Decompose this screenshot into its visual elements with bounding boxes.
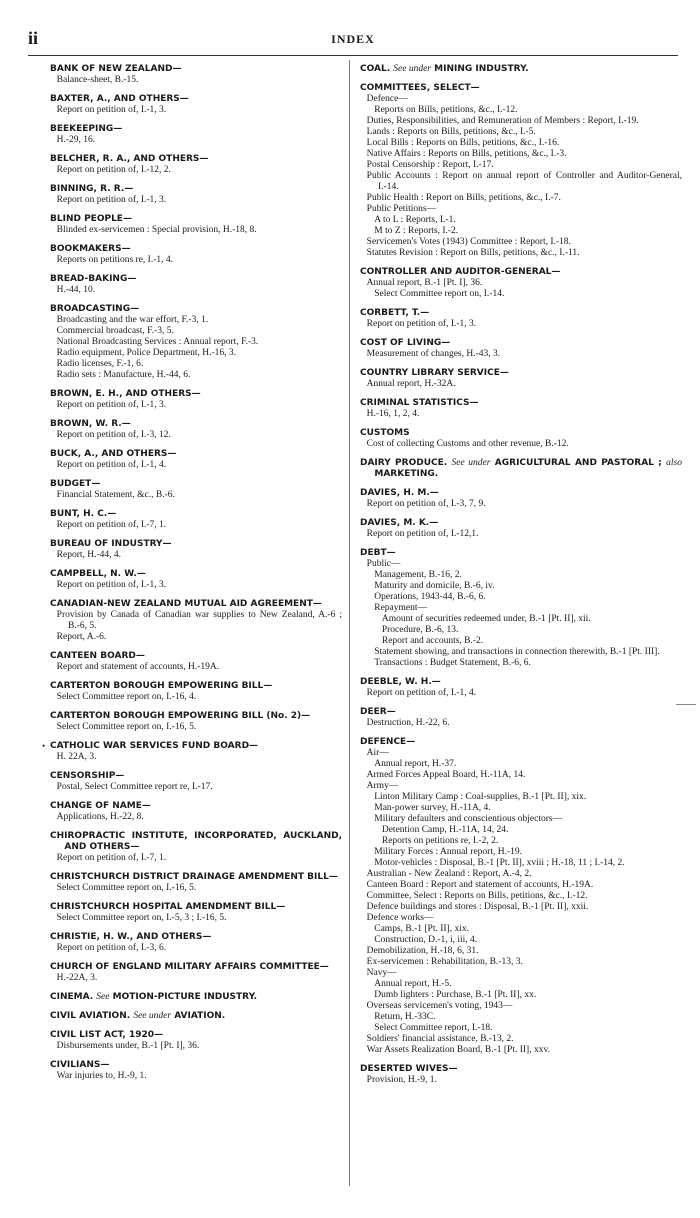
index-subentry: War Assets Realization Board, B.-1 [Pt. II], xxv.	[366, 1045, 550, 1055]
index-heading-text: CIVIL LIST ACT, 1920—	[50, 1030, 164, 1040]
index-subentry: Report, H.-44, 4.	[56, 550, 122, 560]
index-entry	[50, 771, 342, 793]
index-subentry: Report, A.-6.	[56, 632, 107, 642]
index-heading-text: CHRISTCHURCH HOSPITAL AMENDMENT BILL—	[50, 902, 286, 912]
index-heading	[360, 398, 682, 409]
index-subentry: Select Committee report on, I.-16, 5.	[56, 722, 197, 732]
index-heading-text: DEER—	[360, 707, 396, 717]
index-entry	[50, 94, 342, 116]
see-reference-label: See under	[393, 64, 432, 74]
index-heading	[50, 902, 342, 913]
index-entry	[360, 64, 682, 75]
index-subentry: Report on petition of, I.-3, 12.	[56, 430, 171, 440]
index-entry	[50, 184, 342, 206]
index-heading	[50, 419, 342, 430]
header-rule	[28, 55, 678, 56]
index-subentry: H.-44, 10.	[56, 285, 96, 295]
index-heading-text: DEBT—	[360, 548, 396, 558]
index-subentry: Motor-vehicles : Disposal, B.-1 [Pt. II], xviii ; H.-18, 11 ; I.-14, 2.	[374, 858, 625, 868]
index-subentry: Defence—	[366, 94, 408, 104]
index-subentry: Defence works—	[366, 913, 434, 923]
index-entry	[50, 1030, 342, 1052]
index-heading	[50, 64, 342, 75]
index-heading-text: COUNTRY LIBRARY SERVICE—	[360, 368, 509, 378]
index-heading	[50, 711, 342, 722]
index-heading-text: BANK OF NEW ZEALAND—	[50, 64, 182, 74]
index-entry	[50, 244, 342, 266]
index-heading-text: CHANGE OF NAME—	[50, 801, 151, 811]
index-heading	[50, 801, 342, 812]
index-heading	[50, 1030, 342, 1041]
index-subentry: Local Bills : Reports on Bills, petitions, &c., I.-16.	[366, 138, 560, 148]
index-heading-text: CARTERTON BOROUGH EMPOWERING BILL (No. 2)—	[50, 711, 311, 721]
index-subentry: Select Committee report on, I.-5, 3 ; I.-16, 5.	[56, 913, 227, 923]
index-subentry: Native Affairs : Reports on Bills, petitions, &c., I.-3.	[366, 149, 567, 159]
index-heading	[50, 154, 342, 165]
index-subentry: Annual report, H.-32A.	[366, 379, 456, 389]
index-subentry: Reports on petitions re, I.-1, 4.	[56, 255, 174, 265]
index-subentry: H.-29, 16.	[56, 135, 96, 145]
index-subentry: Demobilization, H.-18, 6, 31.	[366, 946, 479, 956]
index-heading-text: BELCHER, R. A., AND OTHERS—	[50, 154, 209, 164]
index-heading	[50, 681, 342, 692]
index-subentry: Man-power survey, H.-11A, 4.	[374, 803, 491, 813]
index-subentry: Report on petition of, I.-3, 6.	[56, 943, 167, 953]
index-subentry: Annual report, H.-5.	[374, 979, 452, 989]
index-subentry: Annual report, H.-37.	[374, 759, 457, 769]
index-subentry: A to L : Reports, I.-1.	[374, 215, 456, 225]
index-entry	[50, 419, 342, 441]
index-entry	[50, 599, 342, 643]
index-subentry: National Broadcasting Services : Annual report, F.-3.	[56, 337, 259, 347]
index-subentry: Select Committee report on, I.-14.	[374, 289, 505, 299]
index-heading-text: BEEKEEPING—	[50, 124, 123, 134]
index-entry	[360, 338, 682, 360]
index-entry	[50, 64, 342, 86]
index-subentry: Statutes Revision : Report on Bills, petitions, &c., I.-11.	[366, 248, 580, 258]
see-reference-target: MINING INDUSTRY.	[434, 64, 529, 74]
index-subentry: Committee, Select : Reports on Bills, petitions, &c., I.-12.	[366, 891, 588, 901]
index-heading-text: CINEMA.	[50, 992, 94, 1002]
index-subentry: Report on petition of, I.-1, 3.	[56, 580, 167, 590]
index-heading	[50, 651, 342, 662]
index-heading-text: DESERTED WIVES—	[360, 1064, 458, 1074]
index-heading	[50, 539, 342, 550]
index-heading-text: BROADCASTING—	[50, 304, 140, 314]
index-subentry: Operations, 1943-44, B.-6, 6.	[374, 592, 486, 602]
index-subentry: Radio equipment, Police Department, H.-16, 3.	[56, 348, 237, 358]
index-heading	[50, 599, 342, 610]
index-subentry: Report on petition of, I.-12, 2.	[56, 165, 171, 175]
index-entry	[360, 677, 682, 699]
index-heading-text: BREAD-BAKING—	[50, 274, 137, 284]
index-subentry: Report on petition of, I.-1, 3.	[366, 319, 477, 329]
index-entry	[50, 389, 342, 411]
index-heading-text: BROWN, E. H., AND OTHERS—	[50, 389, 201, 399]
index-entry	[50, 651, 342, 673]
index-heading	[50, 184, 342, 195]
index-heading	[50, 124, 342, 135]
index-heading	[50, 479, 342, 490]
index-subentry: Postal Censorship : Report, I.-17.	[366, 160, 494, 170]
index-subentry: Report and accounts, B.-2.	[381, 636, 484, 646]
index-subentry: Management, B.-16, 2.	[374, 570, 462, 580]
index-subentry: Armed Forces Appeal Board, H.-11A, 14.	[366, 770, 526, 780]
index-subentry: Applications, H.-22, 8.	[56, 812, 144, 822]
index-entry	[50, 539, 342, 561]
index-entry	[50, 872, 342, 894]
index-entry	[360, 518, 682, 540]
index-heading	[360, 707, 682, 718]
index-heading	[50, 992, 342, 1003]
index-subentry: Reports on petitions re, I.-2, 2.	[381, 836, 499, 846]
index-heading-text: DAVIES, M. K.—	[360, 518, 439, 528]
index-heading-text: BROWN, W. R.—	[50, 419, 131, 429]
index-subentry: H.-22A, 3.	[56, 973, 98, 983]
index-heading-text: BINNING, R. R.—	[50, 184, 134, 194]
index-heading	[50, 962, 342, 973]
index-subentry: Transactions : Budget Statement, B.-6, 6.	[374, 658, 531, 668]
index-subentry: Detention Camp, H.-11A, 14, 24.	[381, 825, 509, 835]
index-subentry: H.-16, 1, 2, 4.	[366, 409, 420, 419]
index-subentry: Report on petition of, I.-1, 4.	[56, 460, 167, 470]
index-heading-text: BUDGET—	[50, 479, 101, 489]
index-heading	[360, 1064, 682, 1075]
index-heading-text: CRIMINAL STATISTICS—	[360, 398, 479, 408]
index-heading-text: BAXTER, A., AND OTHERS—	[50, 94, 189, 104]
index-entry	[50, 569, 342, 591]
index-subentry: Annual report, B.-1 [Pt. I], 36.	[366, 278, 483, 288]
index-entry	[50, 304, 342, 381]
index-subentry: Select Committee report on, I.-16, 4.	[56, 692, 197, 702]
see-reference-label: See under	[133, 1011, 172, 1021]
index-heading	[50, 569, 342, 580]
index-heading-text: CHURCH OF ENGLAND MILITARY AFFAIRS COMMITTEE—	[50, 962, 329, 972]
index-heading-text: CORBETT, T.—	[360, 308, 430, 318]
index-heading	[50, 389, 342, 400]
index-entry	[50, 154, 342, 176]
index-subentry: Australian - New Zealand : Report, A.-4, 2.	[366, 869, 532, 879]
index-heading	[50, 214, 342, 225]
index-entry	[50, 1060, 342, 1082]
index-heading	[360, 64, 682, 75]
index-entry	[50, 1011, 342, 1022]
index-subentry: Report on petition of, I.-1, 3.	[56, 400, 167, 410]
index-subentry: Public—	[366, 559, 401, 569]
index-entry	[360, 548, 682, 669]
page-title: INDEX	[331, 32, 375, 46]
column-divider	[349, 60, 350, 1186]
see-reference-target: AGRICULTURAL AND PASTORAL ;	[494, 458, 662, 468]
index-subentry: Air—	[366, 748, 389, 758]
index-subentry: Overseas servicemen's voting, 1943—	[366, 1001, 513, 1011]
see-also-label: also	[666, 458, 682, 468]
index-subentry: Cost of collecting Customs and other revenue, B.-12.	[366, 439, 569, 449]
index-subentry: Destruction, H.-22, 6.	[366, 718, 450, 728]
index-entry	[42, 741, 342, 763]
index-heading-text: COAL.	[360, 64, 391, 74]
index-entry	[360, 707, 682, 729]
index-heading	[50, 1060, 342, 1071]
index-entry	[50, 902, 342, 924]
index-heading-text: BOOKMAKERS—	[50, 244, 131, 254]
index-entry	[360, 737, 682, 1056]
index-entry	[50, 509, 342, 531]
index-entry	[360, 368, 682, 390]
index-entry	[360, 308, 682, 330]
index-entry	[360, 398, 682, 420]
index-heading	[50, 509, 342, 520]
index-heading-text: BLIND PEOPLE—	[50, 214, 132, 224]
index-heading-text: DAIRY PRODUCE.	[360, 458, 448, 468]
see-reference-label: See under	[451, 458, 491, 468]
index-subentry: Soldiers' financial assistance, B.-13, 2.	[366, 1034, 514, 1044]
index-heading-text: CHIROPRACTIC INSTITUTE, INCORPORATED, AUCKLAND, AND OTHERS—	[50, 831, 342, 852]
index-heading	[360, 368, 682, 379]
index-subentry: Defence buildings and stores : Disposal, B.-1 [Pt. II], xxii.	[366, 902, 589, 912]
index-heading	[360, 458, 682, 480]
index-subentry: Commercial broadcast, F.-3, 5.	[56, 326, 174, 336]
index-heading	[360, 308, 682, 319]
index-heading-text: CHRISTIE, H. W., AND OTHERS—	[50, 932, 212, 942]
see-reference-label: See	[96, 992, 110, 1002]
index-subentry: Radio sets : Manufacture, H.-44, 6.	[56, 370, 191, 380]
see-reference-target: MOTION-PICTURE INDUSTRY.	[112, 992, 258, 1002]
index-heading	[360, 267, 682, 278]
index-subentry: Balance-sheet, B.-15.	[56, 75, 139, 85]
index-subentry: Maturity and domicile, B.-6, iv.	[374, 581, 495, 591]
page-number: ii	[28, 28, 39, 48]
index-entry	[360, 428, 682, 450]
index-subentry: Repayment—	[374, 603, 428, 613]
index-heading	[50, 244, 342, 255]
index-heading-text: DEEBLE, W. H.—	[360, 677, 441, 687]
index-subentry: Reports on Bills, petitions, &c., I.-12.	[374, 105, 518, 115]
index-subentry: Select Committee report, I.-18.	[374, 1023, 493, 1033]
index-subentry: Report on petition of, I.-12,1.	[366, 529, 479, 539]
index-heading	[50, 872, 342, 883]
index-heading	[360, 338, 682, 349]
index-subentry: Report on petition of, I.-3, 7, 9.	[366, 499, 486, 509]
index-subentry: Blinded ex-servicemen : Special provision, H.-18, 8.	[56, 225, 257, 235]
index-entry	[50, 932, 342, 954]
index-heading-text: CIVILIANS—	[50, 1060, 110, 1070]
index-heading	[360, 548, 682, 559]
index-column-right	[360, 64, 682, 1094]
index-subentry: M to Z : Reports, I.-2.	[374, 226, 459, 236]
index-subentry: Ex-servicemen : Rehabilitation, B.-13, 3.	[366, 957, 523, 967]
index-subentry: Report on petition of, I.-1, 3.	[56, 195, 167, 205]
index-subentry: Radio licenses, F.-1, 6.	[56, 359, 144, 369]
index-subentry: Measurement of changes, H.-43, 3.	[366, 349, 501, 359]
index-heading	[50, 94, 342, 105]
index-heading-text: CHRISTCHURCH DISTRICT DRAINAGE AMENDMENT BILL—	[50, 872, 338, 882]
index-heading	[50, 932, 342, 943]
index-subentry: Camps, B.-1 [Pt. II], xix.	[374, 924, 469, 934]
index-subentry: Report on petition of, I.-1, 3.	[56, 105, 167, 115]
index-subentry: Disbursements under, B.-1 [Pt. I], 36.	[56, 1041, 200, 1051]
index-subentry: Report on petition of, I.-1, 4.	[366, 688, 477, 698]
index-heading	[50, 831, 342, 853]
index-subentry: Military Forces : Annual report, H.-19.	[374, 847, 523, 857]
index-heading	[360, 488, 682, 499]
page-header	[28, 28, 678, 52]
index-heading-text: COMMITTEES, SELECT—	[360, 83, 480, 93]
index-subentry: Report and statement of accounts, H.-19A.	[56, 662, 220, 672]
index-subentry: Lands : Reports on Bills, petitions, &c., I.-5.	[366, 127, 536, 137]
index-subentry: Construction, D.-1, i, iii, 4.	[374, 935, 478, 945]
see-also-target: MARKETING.	[374, 469, 439, 479]
index-subentry: Navy—	[366, 968, 397, 978]
index-heading	[360, 737, 682, 748]
index-subentry: Report on petition of, I.-7, 1.	[56, 520, 167, 530]
index-entry	[50, 214, 342, 236]
index-subentry: Select Committee report on, I.-16, 5.	[56, 883, 197, 893]
index-heading	[360, 677, 682, 688]
index-column-left	[42, 64, 342, 1090]
index-heading	[50, 1011, 342, 1022]
index-subentry: Provision, H.-9, 1.	[366, 1075, 437, 1085]
index-subentry: Statement showing, and transactions in connection therewith, B.-1 [Pt. III].	[374, 647, 660, 657]
index-entry	[50, 449, 342, 471]
index-entry	[360, 458, 682, 480]
index-heading	[50, 304, 342, 315]
index-entry	[360, 1064, 682, 1086]
index-entry	[360, 488, 682, 510]
index-entry	[50, 681, 342, 703]
margin-mark	[676, 704, 696, 705]
index-heading-text: BUNT, H. C.—	[50, 509, 117, 519]
index-heading-text: CENSORSHIP—	[50, 771, 125, 781]
index-heading-text: CARTERTON BOROUGH EMPOWERING BILL—	[50, 681, 273, 691]
index-heading-text: CANTEEN BOARD—	[50, 651, 145, 661]
index-subentry: Procedure, B.-6, 13.	[381, 625, 459, 635]
index-heading-text: CONTROLLER AND AUDITOR-GENERAL—	[360, 267, 561, 277]
index-subentry: Servicemen's Votes (1943) Committee : Report, I.-18.	[366, 237, 571, 247]
index-entry	[360, 83, 682, 259]
index-subentry: Report on petition of, I.-7, 1.	[56, 853, 167, 863]
index-entry	[50, 831, 342, 864]
index-heading	[50, 741, 342, 752]
index-heading	[50, 771, 342, 782]
index-subentry: Public Health : Report on Bills, petitions, &c., I.-7.	[366, 193, 561, 203]
index-subentry: Return, H.-33C.	[374, 1012, 436, 1022]
index-heading-text: BUREAU OF INDUSTRY—	[50, 539, 172, 549]
index-heading-text: CATHOLIC WAR SERVICES FUND BOARD—	[50, 741, 259, 751]
index-heading	[360, 428, 682, 439]
index-heading-text: BUCK, A., AND OTHERS—	[50, 449, 177, 459]
index-subentry: Amount of securities redeemed under, B.-1 [Pt. II], xii.	[381, 614, 591, 624]
index-subentry: Postal, Select Committee report re, I.-17.	[56, 782, 213, 792]
see-reference-target: AVIATION.	[174, 1011, 226, 1021]
index-heading-text: CAMPBELL, N. W.—	[50, 569, 146, 579]
index-heading	[50, 449, 342, 460]
index-subentry: Dumb lighters : Purchase, B.-1 [Pt. II], xx.	[374, 990, 537, 1000]
index-heading-text: CIVIL AVIATION.	[50, 1011, 131, 1021]
index-subentry: H. 22A, 3.	[56, 752, 97, 762]
index-entry	[50, 711, 342, 733]
index-subentry: Army—	[366, 781, 399, 791]
index-entry	[50, 124, 342, 146]
index-heading-text: CUSTOMS	[360, 428, 410, 438]
index-subentry: Linton Military Camp : Coal-supplies, B.-1 [Pt. II], xix.	[374, 792, 587, 802]
index-subentry: Public Petitions—	[366, 204, 437, 214]
index-entry	[50, 274, 342, 296]
index-entry	[360, 267, 682, 300]
index-heading-text: CANADIAN-NEW ZEALAND MUTUAL AID AGREEMENT—	[50, 599, 322, 609]
index-subentry: Broadcasting and the war effort, F.-3, 1.	[56, 315, 209, 325]
index-entry	[50, 992, 342, 1003]
index-subentry: Provision by Canada of Canadian war supplies to New Zealand, A.-6 ; B.-6, 5.	[56, 610, 342, 631]
index-subentry: Duties, Responsibilities, and Remuneration of Members : Report, I.-19.	[366, 116, 639, 126]
index-subentry: Canteen Board : Report and statement of accounts, H.-19A.	[366, 880, 594, 890]
bullet-mark: •	[42, 741, 46, 751]
index-heading	[360, 518, 682, 529]
index-heading-text: DAVIES, H. M.—	[360, 488, 439, 498]
index-subentry: Financial Statement, &c., B.-6.	[56, 490, 175, 500]
index-entry	[50, 479, 342, 501]
index-entry	[50, 801, 342, 823]
index-subentry: War injuries to, H.-9, 1.	[56, 1071, 147, 1081]
index-heading-text: DEFENCE—	[360, 737, 416, 747]
index-heading	[360, 83, 682, 94]
index-heading	[50, 274, 342, 285]
index-subentry: Public Accounts : Report on annual report of Controller and Auditor-General, I.-14.	[366, 171, 682, 192]
index-subentry: Military defaulters and conscientious objectors—	[374, 814, 563, 824]
index-entry	[50, 962, 342, 984]
index-heading-text: COST OF LIVING—	[360, 338, 451, 348]
